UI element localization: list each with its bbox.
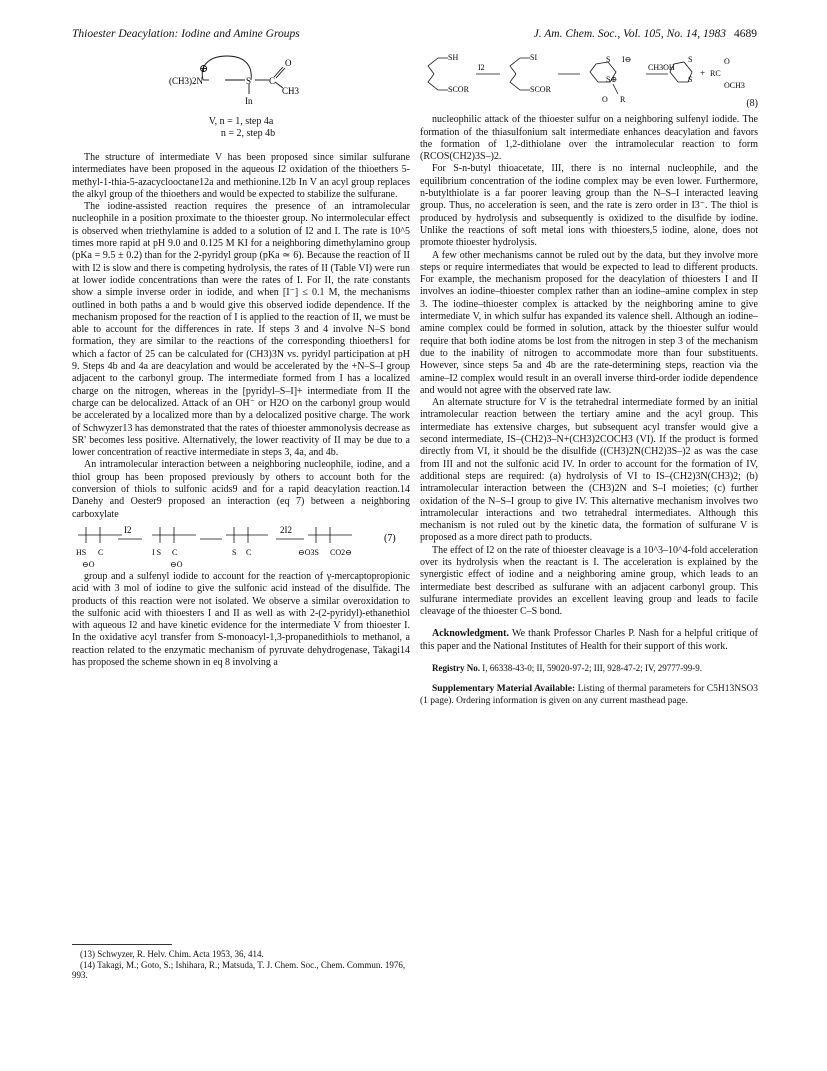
i2-reagent-label: I2 bbox=[478, 63, 485, 72]
supplementary-heading: Supplementary Material Available: bbox=[432, 684, 576, 695]
acknowledgment-heading: Acknowledgment. bbox=[432, 628, 509, 640]
paragraph: For S-n-butyl thioacetate, III, there is no internal nucleophile, and the equilibrium concentration of the iodine complex may be even lower. Furthermore, n-butylthiolate is a far poorer leaving group than the N–S–I interacted leaving group. Thus, no acceleration is seen, and the rate is zero order in I3⁻. The thiol is produced by hydrolysis and subsequently is oxidized to the disulfide by iodine. Unlike the reactions of soft metal ions with thioesters,5 iodine, alone, does not promote thioester hydrolysis. bbox=[420, 163, 758, 249]
sh-label: SH bbox=[448, 53, 459, 62]
supplementary-material bbox=[420, 684, 758, 707]
paragraph: group and a sulfenyl iodide to account for the reaction of γ-mercaptopropionic acid with 3 mol of iodine to give the sulfonic acid instead of the disulfide. The products of this reaction were not isolated. We observe a similar overoxidation to the sulfonic acid with thioesters I and II as well as with 2-(2-pyridyl)-ethanethiol with aqueous I2 and have kinetic evidence for the intermediate V from thioester I. In the oxidative acyl transfer from S-monoacyl-1,3-propanedithiols to methanol, a reaction related to the enzymatic mechanism of pyruvate dehydrogenase, Takagi14 has proposed the scheme shown in eq 8 involving a bbox=[72, 570, 410, 668]
paragraph: nucleophilic attack of the thioester sulfur on a neighboring sulfenyl iodide. The formation of the thiasulfonium salt intermediate enhances deacylation and favors the formation of 1,2-dithiolane over the intramolecular reaction to form (RCOS(CH2)3S–)2. bbox=[420, 114, 758, 163]
scor-label: SCOR bbox=[448, 85, 469, 94]
right-column bbox=[420, 50, 758, 707]
left-column bbox=[72, 50, 410, 669]
acknowledgment bbox=[420, 628, 758, 653]
registry-numbers bbox=[420, 663, 758, 674]
carbonyl-label: C bbox=[246, 547, 252, 557]
2i2-reagent-label: 2I2 bbox=[280, 524, 292, 535]
scor-label: SCOR bbox=[530, 85, 551, 94]
oxygen-label: O bbox=[285, 58, 292, 68]
paragraph: An intramolecular interaction between a neighboring nucleophile, iodine, and a thiol group has been proposed previously by others to account both for the conversion of thiols to sulfonic acids9 and for a rapid deacylation reaction.14 Danehy and Oester9 proposed an interaction (eq 7) between a neighboring carboxylate bbox=[72, 459, 410, 520]
footnote-rule bbox=[72, 944, 172, 945]
oxygen-label: O bbox=[724, 57, 730, 66]
paragraph: The effect of I2 on the rate of thioester cleavage is a 10^3–10^4-fold acceleration over its hydrolysis when the reactant is I. The acceleration is explained by the synergistic effect of iodine and a neighboring amine group, which leads to an intermediate best described as sulfurane with an adjacent carbonyl group. This sulfurane intermediate provides an excellent leaving group and leads to facile cleavage of the thioester C–S bond. bbox=[420, 544, 758, 618]
equation-number: (8) bbox=[746, 98, 758, 109]
carbonyl-label: C bbox=[98, 547, 104, 557]
methyl-label: CH3 bbox=[282, 86, 300, 96]
sulfur-label: S bbox=[232, 547, 237, 557]
rc-label: RC bbox=[710, 69, 721, 78]
footnotes bbox=[72, 944, 410, 981]
hs-label: HS bbox=[76, 547, 87, 557]
methoxy-label: OCH3 bbox=[724, 81, 745, 90]
carbon-label: C bbox=[269, 76, 276, 86]
running-header-title: Thioester Deacylation: Iodine and Amine Groups bbox=[72, 28, 300, 40]
sulfur-label: S bbox=[606, 55, 611, 64]
structure-v-diagram bbox=[141, 50, 341, 114]
footnote-13: (13) Schwyzer, R. Helv. Chim. Acta 1953, 36, 414. bbox=[80, 949, 264, 959]
sulfonate-label: ⊖O3S bbox=[298, 547, 319, 557]
paragraph: The iodine-assisted reaction requires the presence of an intramolecular nucleophile in a position proximate to the thioester group. No intermolecular effect is observed when triethylamine is added to a solution of I2 and I. The rate is 10^5 times more rapid at pH 9.0 and 0.125 M KI for a neighboring dimethylamino group (pKa = 9.5 ± 0.2) than for the 2-pyridyl group (pKa ≃ 6). Because the reaction of II with I2 is slow and there is competing hydrolysis, the rates of II (Table VI) were run at lower iodide concentrations than were the rates of I. For II, the rate constants show a simple inverse order in iodide, and when [I⁻] ≤ 0.1 M, the mechanisms outlined in both paths a and b would give this observed iodide dependence. If the mechanism proposed for the reaction of I is applied to the reaction of II, we must be able to account for the differences in rate. If steps 3 and 4 involve N–S bond formation, they are similar to the reactions of the corresponding thioethers1 for which a factor of 25 can be calculated for (CH3)3N vs. pyridyl participation at pH 9. Steps 4b and 4a are deacylation and would be accelerated by the +N–S–I group adjacent to the carbonyl group. The intermediate formed from I has a localized charge on the nitrogen, whereas in the [pyridyl–S–I]+ intermediate from II the charge can be delocalized. Attack of an OH⁻ or H2O on the carbonyl group would be accelerated by a localized more than by a delocalized positive charge. The work of Schwyzer13 has demonstrated that the rates of thioester ammonolysis decrease as SR' becomes less positive. Alternatively, the lower reactivity of II may be due to a lower concentration of reactive intermediate in steps 3, 4a, and 4b. bbox=[72, 201, 410, 459]
registry-body: I, 66338-43-0; II, 59020-97-2; III, 928-47-2; IV, 29777-99-9. bbox=[482, 663, 703, 674]
dimethylamino-label: (CH3)2N bbox=[169, 76, 203, 86]
sulfonium-label: S⊕ bbox=[606, 75, 618, 84]
sulfur-label: S bbox=[688, 55, 693, 64]
oxygen-label: O bbox=[602, 95, 608, 104]
equation-7-diagram bbox=[72, 521, 410, 571]
caption-line-2: n = 2, step 4b bbox=[220, 128, 276, 139]
r-group-label: R bbox=[620, 95, 626, 104]
paragraph: An alternate structure for V is the tetrahedral intermediate formed by an initial intramolecular reaction between the tertiary amine and the acyl group. This intermediate has extensive charges, but subsequent acyl transfer would give a second intermediate, IS–(CH2)3–N+(CH3)2COCH3 (VI). If the product is formed directly from VI, it should be the disulfide ((CH3)2N(CH2)3S–)2 as was the case from III and not the sulfonic acid IV. In order to account for the formation of IV, additional steps are required: (a) hydrolysis of VI to IS–(CH2)3N(CH3)2; (b) intramolecular interaction between the (CH3)2N and S–I moieties; (c) further oxidation of the N–S–I group to give IV. This alternative mechanism involves two intramolecular interactions and two tetrahedral intermediates. Although this mechanism is not ruled out by the kinetic data, the formation of sulfurane V is proposed as a more direct path to products. bbox=[420, 397, 758, 544]
structure-v-caption bbox=[72, 116, 410, 140]
oxyanion-label: ⊖O bbox=[170, 559, 183, 569]
running-header-journal bbox=[534, 28, 757, 40]
n-plus-charge: ⊕ bbox=[199, 63, 209, 75]
carboxylate-label: CO2⊖ bbox=[330, 547, 352, 557]
page-number: 4689 bbox=[734, 28, 757, 40]
caption-line-1: V, n = 1, step 4a bbox=[208, 116, 274, 127]
paragraph: The structure of intermediate V has been proposed since similar sulfurane intermediates have been proposed in the aqueous I2 oxidation of the thioethers 5-methyl-1-thia-5-azacyclooctane12a and methionine.12b In V an acyl group replaces the alkyl group of the thioethers and would be expected to stabilize the sulfurane. bbox=[72, 152, 410, 200]
si-label: SI bbox=[530, 53, 538, 62]
carbonyl-label: C bbox=[172, 547, 178, 557]
iodide-label: I⊖ bbox=[622, 55, 632, 64]
iodine-n-label: In bbox=[245, 96, 253, 106]
sulfur-label: S bbox=[246, 76, 252, 86]
carboxylate-o-label: ⊖O bbox=[82, 559, 95, 569]
i2-reagent-label: I2 bbox=[124, 524, 132, 535]
registry-heading: Registry No. bbox=[432, 663, 480, 674]
footnote-14: (14) Takagi, M.; Goto, S.; Ishihara, R.; Matsuda, T. J. Chem. Soc., Chem. Commun. 1976, 993. bbox=[72, 959, 406, 980]
methanol-label: CH3OH bbox=[648, 63, 675, 72]
paragraph: A few other mechanisms cannot be ruled out by the data, but they involve more steps or require intermediates that would be expected to lead to different products. For example, the mechanism proposed for the deacylation of thioesters I and II involves an iodine–thioester complex rather than an iodine–amine complex in step 3. The iodine–thioester complex is attacked by the neighboring amine to give intermediate V, in which sulfur has expanded its valence shell. Although an iodine–amine complex could be formed in solution, attack by the thioester sulfur would require that both iodine atoms be lost from the nitrogen in step 3 of the mechanism due to the inability of nitrogen to accommodate more than four substituents. However, since steps 5a and 4b are the rate-determining steps, reaction via the amine–I2 complex would result in an overall inverse third-order iodide dependence and would not agree with the observed rate law. bbox=[420, 249, 758, 396]
plus-sign: + bbox=[700, 68, 706, 78]
journal-citation: J. Am. Chem. Soc., Vol. 105, No. 14, 1983 bbox=[533, 28, 726, 40]
is-label: I S bbox=[152, 547, 162, 557]
sulfur-label: S bbox=[688, 75, 693, 84]
equation-number: (7) bbox=[384, 532, 396, 544]
acknowledgment-body: We thank Professor Charles P. Nash for a helpful critique of this paper and the National Institutes of Health for their support of this work. bbox=[420, 628, 758, 652]
supplementary-body: Listing of thermal parameters for C5H13NSO3 (1 page). Ordering information is given on any current masthead page. bbox=[420, 684, 759, 706]
